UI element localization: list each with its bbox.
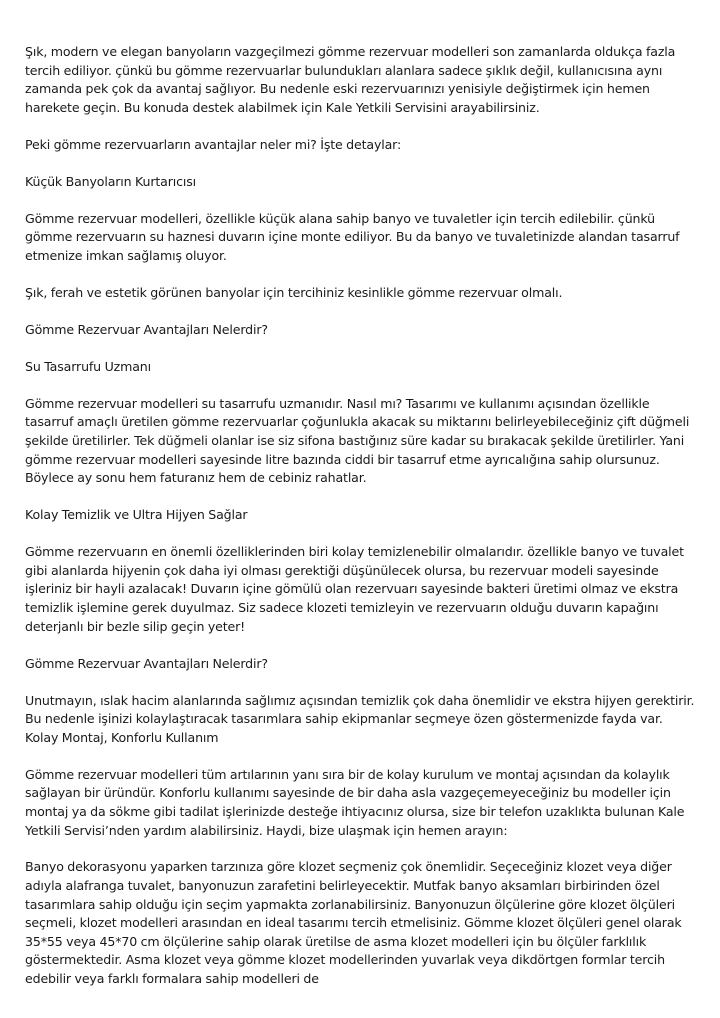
heading-water-saving: Su Tasarrufu Uzmanı — [25, 358, 151, 374]
small-bathrooms-paragraph: Gömme rezervuar modelleri, özellikle küçük alana sahip banyo ve tuvaletler için tercih edilebilir. çünkü gömme rezervuarın su haznesi duvarın içine monte ediliyor. Bu da banyo ve tuvaletinizde alandan tasarruf etmenize imkan sağlamış oluyor. — [25, 210, 680, 263]
easy-cleaning-paragraph: Gömme rezervuarın en önemli özelliklerinden biri kolay temizlenebilir olmalarıdır. özellikle banyo ve tuvalet gibi alanlarda hijyenin çok daha iyi olması gerektiği düşünülecek olursa, bu rezervuar modeli sayesinde işleriniz bir hayli azalacak! Duvarın içine gömülü olan rezervuarı sayesinde bakteri üretimi olmaz ve ekstra temizlik işlemine gerek duyulmaz. Siz sadece klozeti temizleyin ve rezervuarın olduğu duvarın kapağını deterjanlı bir bezle silip geçin yeter! — [25, 544, 684, 634]
document-page — [25, 43, 697, 1007]
heading-advantages-repeat: Gömme Rezervuar Avantajları Nelerdir? — [25, 655, 268, 671]
water-saving-paragraph: Gömme rezervuar modelleri su tasarrufu uzmanıdır. Nasıl mı? Tasarımı ve kullanımı açısından özellikle tasarruf amaçlı üretilen gömme rezervuarlar çoğunlukla akacak su miktarını belirleyebileceğiniz çift düğmeli şekilde üretilirler. Tek düğmeli olanlar ise siz sifona bastığınız süre kadar su bırakacak şekilde üretilirler. Yani gömme rezervuar modelleri sayesinde litre bazında ciddi bir tasarruf etme ayrıcalığına sahip olursunuz. Böylece ay sonu hem faturanız hem de cebiniz rahatlar. — [25, 395, 690, 486]
installation-paragraph: Gömme rezervuar modelleri tüm artılarının yanı sıra bir de kolay kurulum ve montaj açısından da kolaylık sağlayan bir üründür. Konforlu kullanımı sayesinde de bir daha asla vazgeçemeyeceğiniz bu modeller için montaj ya da sökme gibi tadilat işlerinizde desteğe ihtiyacınız olursa, size bir telefon uzaklıkta bulunan Kale Yetkili Servisi’nden yardım alabilirsiniz. Haydi, bize ulaşmak için hemen arayın: — [25, 766, 685, 838]
heading-easy-cleaning: Kolay Temizlik ve Ultra Hijyen Sağlar — [25, 507, 248, 523]
heading-small-bathrooms: Küçük Banyoların Kurtarıcısı — [25, 173, 196, 189]
toilet-selection-paragraph: Banyo dekorasyonu yaparken tarzınıza göre klozet seçmeniz çok önemlidir. Seçeceğiniz klozet veya diğer adıyla alafranga tuvalet, banyonuzun zarafetini belirleyecektir. Mutfak banyo aksamları birbirinden özel tasarımlara sahip olduğu için seçim yapmakta zorlanabilirsiniz. Banyonuzun ölçülerine göre klozet ölçüleri seçmeli, klozet modelleri arasından en ideal tasarımı tercih etmelisiniz. Gömme klozet ölçüleri genel olarak 35*55 veya 45*70 cm ölçülerine sahip olarak üretilse de asma klozet modelleri için bu ölçüler farklılık göstermektedir. Asma klozet veya gömme klozet modellerinden yuvarlak veya dikdörtgen formlar tercih edebilir veya farklı formalara sahip modelleri de — [25, 859, 682, 987]
heading-advantages: Gömme Rezervuar Avantajları Nelerdir? — [25, 321, 268, 337]
hygiene-paragraph: Unutmayın, ıslak hacim alanlarında sağlımız açısından temizlik çok daha önemlidir ve ekstra hijyen gerektirir. Bu nedenle işinizi kolaylaştıracak tasarımlara sahip ekipmanlar seçmeye özen göstermenizde fayda var. Kolay Montaj, Konforlu Kullanım — [25, 692, 695, 745]
stylish-bathrooms-paragraph: Şık, ferah ve estetik görünen banyolar için tercihiniz kesinlikle gömme rezervuar olmalı. — [25, 284, 563, 300]
intro-paragraph: Şık, modern ve elegan banyoların vazgeçilmezi gömme rezervuar modelleri son zamanlarda oldukça fazla tercih ediliyor. çünkü bu gömme rezervuarlar bulundukları alanlara sadece şıklık değil, kullanıcısına aynı zamanda pek çok da avantaj sağlıyor. Bu nedenle eski rezervuarınızı yenisiyle değiştirmek için hemen harekete geçin. Bu konuda destek alabilmek için Kale Yetkili Servisini arayabilirsiniz. — [25, 44, 676, 115]
advantages-question: Peki gömme rezervuarların avantajlar neler mi? İşte detaylar: — [25, 136, 402, 152]
